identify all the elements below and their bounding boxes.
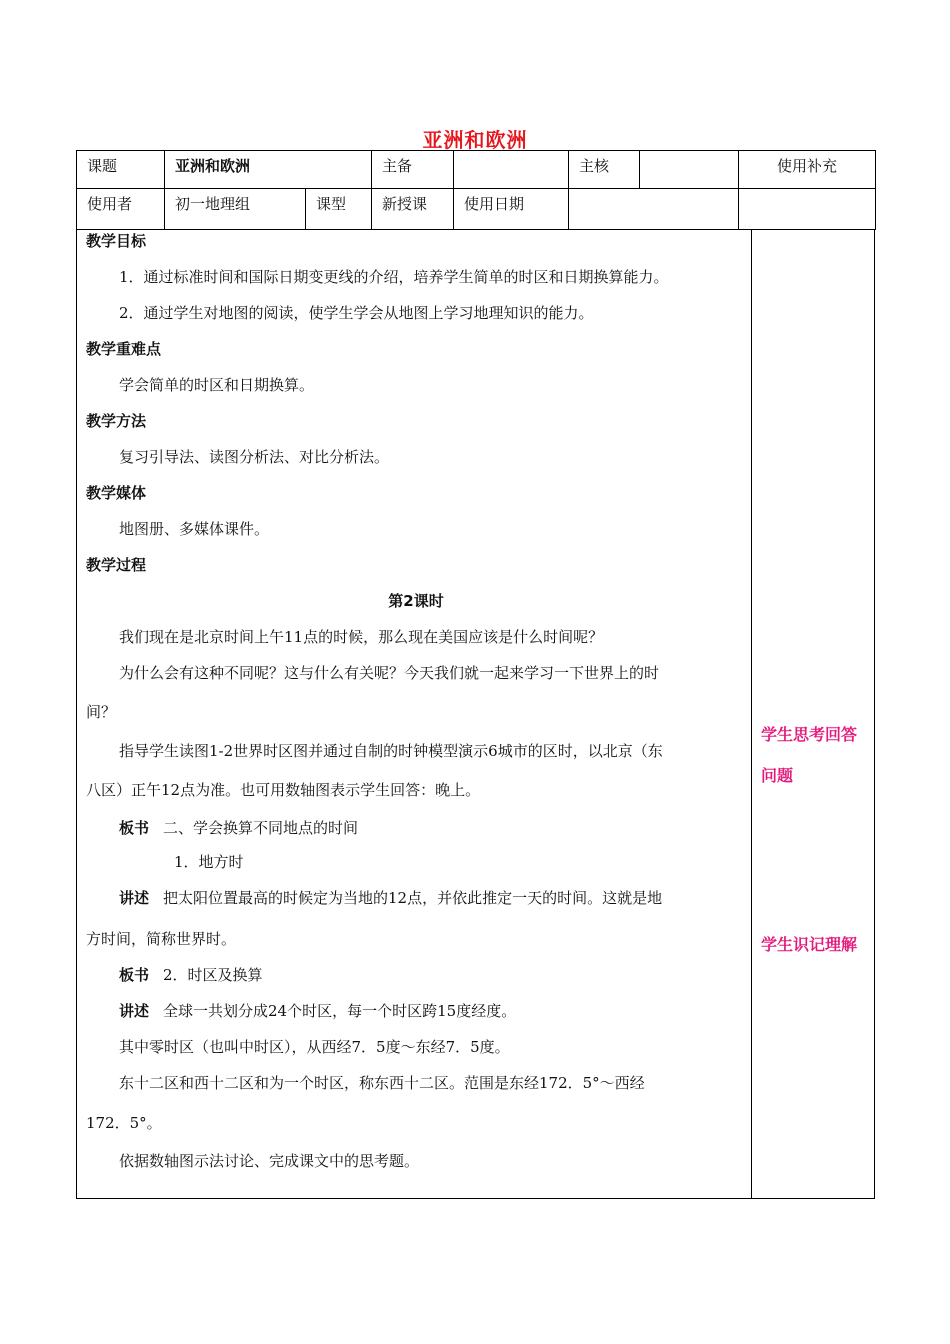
side-note-1a: 学生思考回答 (761, 725, 858, 744)
lesson-title: 第2课时 (388, 592, 444, 610)
side-note-2: 学生识记理解 (761, 935, 858, 954)
type-value: 新授课 (372, 189, 454, 230)
board-1-sub: 1．地方时 (174, 853, 244, 871)
method-heading: 教学方法 (86, 412, 147, 430)
label-topic: 课题 (77, 151, 165, 189)
paragraph-3a: 指导学生读图1-2世界时区图并通过自制的时钟模型演示6城市的区时，以北京（东 (119, 742, 663, 760)
chief-value (454, 151, 569, 189)
lecture-2 (119, 1001, 516, 1021)
column-divider (751, 229, 752, 1198)
process-heading: 教学过程 (86, 556, 147, 574)
media-heading: 教学媒体 (86, 484, 147, 502)
side-note-1b: 问题 (761, 766, 794, 785)
key-heading: 教学重难点 (86, 340, 162, 358)
board-1-text: 二、学会换算不同地点的时间 (163, 819, 359, 837)
date-value (569, 189, 739, 230)
paragraph-2a: 为什么会有这种不同呢？这与什么有关呢？今天我们就一起来学习一下世界上的时 (119, 664, 660, 682)
paragraph-3b: 八区）正午12点为准。也可用数轴图表示学生回答：晚上。 (86, 781, 481, 799)
media-text: 地图册、多媒体课件。 (119, 520, 270, 538)
label-chief: 主备 (372, 151, 454, 189)
document-title: 亚洲和欧洲 (422, 128, 528, 152)
label-review: 主核 (569, 151, 640, 189)
paragraph-6: 依据数轴图示法讨论、完成课文中的思考题。 (119, 1152, 420, 1170)
lecture-1-keyword: 讲述 (119, 889, 150, 907)
paragraph-5a: 东十二区和西十二区和为一个时区，称东西十二区。范围是东经172．5°～西经 (119, 1074, 645, 1092)
header-table (76, 150, 876, 230)
goal-1: 1．通过标准时间和国际日期变更线的介绍，培养学生简单的时区和日期换算能力。 (119, 268, 669, 286)
label-type: 课型 (306, 189, 372, 230)
topic-value: 亚洲和欧洲 (165, 151, 372, 189)
label-supplement: 使用补充 (739, 151, 876, 189)
board-2-text: 2．时区及换算 (163, 966, 263, 984)
supplement-cell (739, 189, 876, 230)
board-2-keyword: 板书 (119, 966, 150, 984)
lesson-body (76, 229, 875, 1199)
label-date: 使用日期 (454, 189, 569, 230)
lecture-1b: 方时间，简称世界时。 (86, 930, 237, 948)
lecture-1a (119, 888, 662, 908)
lecture-2-keyword: 讲述 (119, 1002, 150, 1020)
board-1 (119, 818, 358, 838)
paragraph-4: 其中零时区（也叫中时区），从西经7．5度～东经7．5度。 (119, 1038, 510, 1056)
user-value: 初一地理组 (165, 189, 306, 230)
paragraph-5b: 172．5°。 (86, 1114, 162, 1132)
paragraph-1: 我们现在是北京时间上午11点的时候，那么现在美国应该是什么时间呢？ (119, 628, 604, 646)
key-text: 学会简单的时区和日期换算。 (119, 376, 315, 394)
goals-heading: 教学目标 (86, 232, 147, 250)
lecture-2-text: 全球一共划分成24个时区，每一个时区跨15度经度。 (163, 1002, 517, 1020)
goal-2: 2．通过学生对地图的阅读，使学生学会从地图上学习地理知识的能力。 (119, 304, 594, 322)
review-value (640, 151, 739, 189)
lecture-1-text: 把太阳位置最高的时候定为当地的12点，并依此推定一天的时间。这就是地 (163, 889, 663, 907)
paragraph-2b: 间？ (86, 703, 117, 721)
label-user: 使用者 (77, 189, 165, 230)
board-1-keyword: 板书 (119, 819, 150, 837)
board-2 (119, 965, 263, 985)
method-text: 复习引导法、读图分析法、对比分析法。 (119, 448, 390, 466)
